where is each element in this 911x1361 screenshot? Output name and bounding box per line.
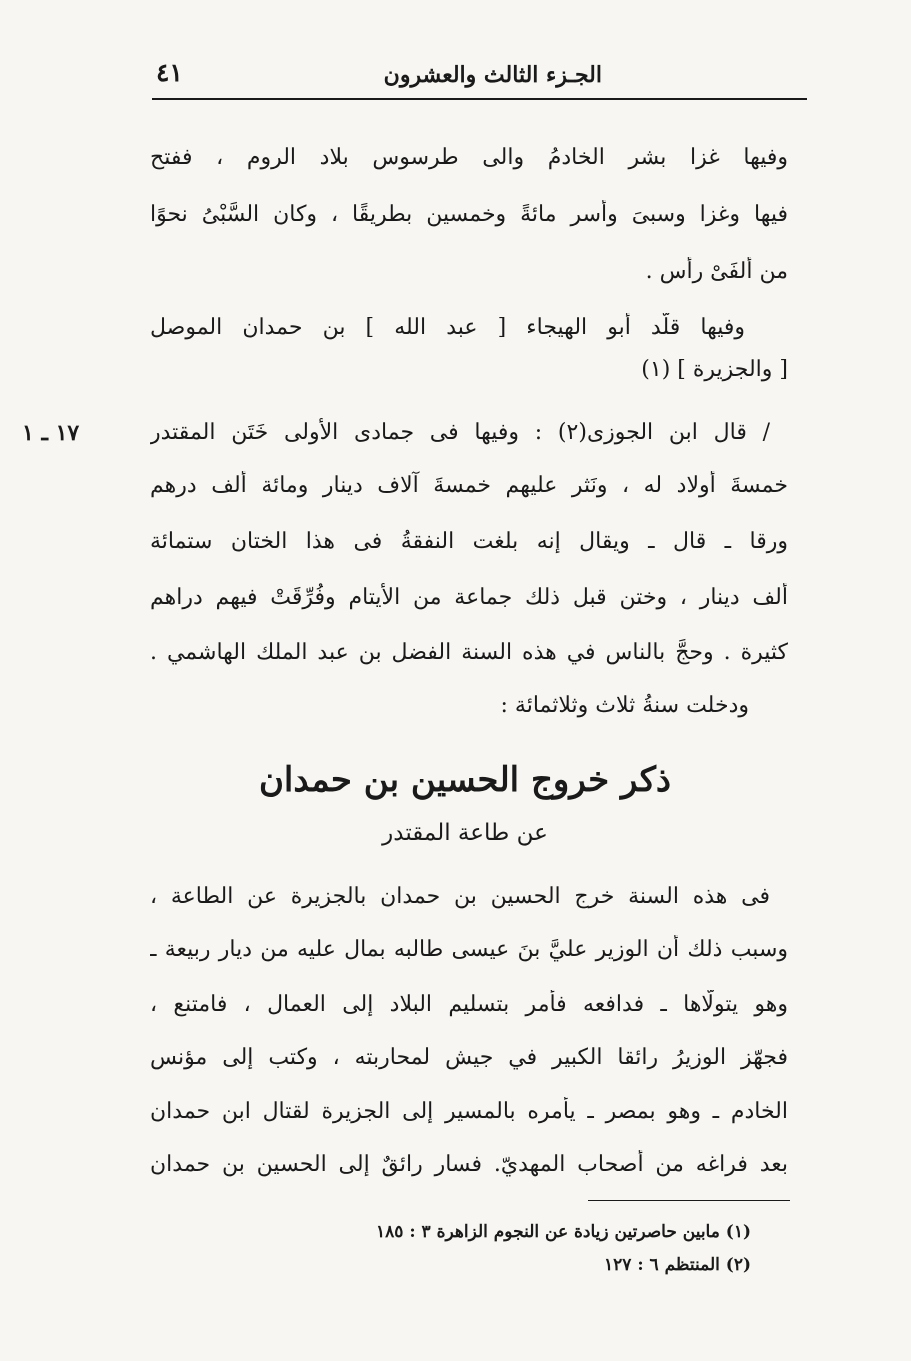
text-line: / قال ابن الجوزى(٢) : وفيها فى جمادى الأُولى خَتَن المقتدر [150, 420, 770, 445]
text-line: بعد فراغه من أصحاب المهديّ. فسار رائقٌ إلى الحسين بن حمدان [150, 1152, 788, 1177]
page-number: ٤١ [156, 58, 183, 87]
text-line: وفيها قلّد أبو الهيجاء [ عبد الله ] بن حمدان الموصل [150, 315, 745, 340]
text-line: فجهّز الوزيرُ رائقا الكبير في جيش لمحاربته ، وكتب إلى مؤنس [150, 1045, 788, 1070]
text-line: خمسةَ أولاد له ، ونَثر عليهم خمسةَ آلاف دينار ومائة ألف درهم [150, 473, 788, 498]
text-line: ألف دينار ، وختن قبل ذلك جماعة من الأيتام وفُرِّقَتْ فيهم دراهم [150, 585, 788, 610]
footnote: (٢) المنتظم ٦ : ١٢٧ [604, 1255, 751, 1275]
text-line: من ألفَىْ رأس . [645, 259, 788, 284]
text-line: [ والجزيرة ] (١) [641, 357, 788, 382]
text-line: فيها وغزا وسبىَ وأسر مائةً وخمسين بطريقًا ، وكان السَّبْىُ نحوًا [150, 202, 788, 227]
footnote-rule [588, 1200, 790, 1201]
text-line: ودخلت سنةُ ثلاث وثلاثمائة : [500, 693, 749, 718]
section-subtitle: عن طاعة المقتدر [382, 820, 548, 846]
page-header [152, 58, 807, 98]
margin-note: ١٧ ـ ١ [22, 420, 80, 446]
text-line: كثيرة . وحجَّ بالناس في هذه السنة الفضل بن عبد الملك الهاشمي . [150, 640, 788, 665]
running-title: الجـزء الثالث والعشرون [383, 62, 602, 88]
text-line: ورقا ـ قال ـ ويقال إنه بلغت النفقةُ فى هذا الختان ستمائة [150, 529, 788, 554]
section-title: ذكر خروج الحسين بن حمدان [258, 760, 672, 800]
text-line: فى هذه السنة خرج الحسين بن حمدان بالجزيرة عن الطاعة ، [150, 884, 770, 909]
text-line: وفيها غزا بشر الخادمُ والى طرسوس بلاد الروم ، ففتح [150, 145, 788, 170]
text-line: الخادم ـ وهو بمصر ـ يأمره بالمسير إلى الجزيرة لقتال ابن حمدان [150, 1099, 788, 1124]
footnote: (١) مابين حاصرتين زيادة عن النجوم الزاهرة ٣ : ١٨٥ [376, 1222, 751, 1242]
header-rule [152, 98, 807, 100]
text-line: وسبب ذلك أن الوزير عليَّ بنَ عيسى طالبه بمال عليه من ديار ربيعة ـ [150, 937, 788, 962]
text-line: وهو يتولّاها ـ فدافعه فأمر بتسليم البلاد إلى العمال ، فامتنع ، [150, 992, 788, 1017]
